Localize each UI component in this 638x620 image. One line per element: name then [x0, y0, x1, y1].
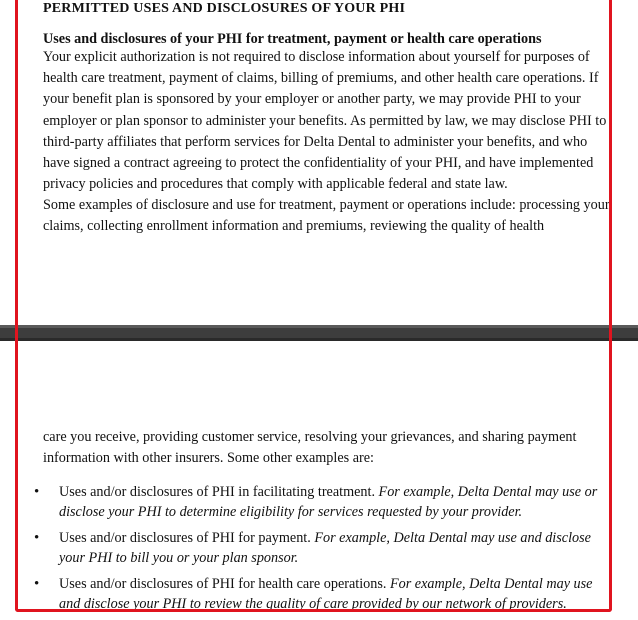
examples-list: [43, 482, 611, 620]
section-subheading: Uses and disclosures of your PHI for treatment, payment or health care operations: [43, 31, 542, 47]
paragraph-examples: Some examples of disclosure and use for treatment, payment or operations include: processing your claims, collecting enrollment information and premiums, reviewing the quality of health: [43, 197, 610, 235]
page-break: [0, 325, 638, 341]
section-heading: PERMITTED USES AND DISCLOSURES OF YOUR PHI: [43, 1, 406, 16]
bullet-text: Uses and/or disclosures of PHI in facilitating treatment.: [59, 484, 379, 500]
paragraph-authorization: Your explicit authorization is not required to disclose information about yourself for purposes of health care treatment, payment of claims, billing of premiums, and other health care operations. If your benefit plan is sponsored by your employer or another party, we may provide PHI to your employer or plan sponsor to administer your benefits. As permitted by law, we may disclose PHI to third-party affiliates that perform services for Delta Dental to administer your benefits, and who have signed a contract agreeing to protect the confidentiality of your PHI, and have implemented privacy policies and procedures that comply with applicable federal and state law.: [43, 49, 607, 193]
bullet-example: For example, Delta Dental may use and disclose your PHI to review the quality of care provided by our network of providers.: [59, 576, 593, 612]
bullet-text: Uses and/or disclosures of PHI for health care operations.: [59, 576, 390, 592]
bullet-text: Uses and/or disclosures of PHI for payment.: [59, 530, 315, 546]
bullet-example: For example, Delta Dental may use and disclose your PHI to bill you or your plan sponsor.: [59, 530, 591, 566]
paragraph-continued: care you receive, providing customer service, resolving your grievances, and sharing payment information with other insurers. Some other examples are:: [43, 429, 577, 467]
bullet-example: For example, Delta Dental may use or disclose your PHI to determine eligibility for services requested by your provider.: [59, 484, 598, 520]
list-item: [43, 482, 611, 522]
list-item: [43, 574, 611, 614]
list-item: [43, 528, 611, 568]
